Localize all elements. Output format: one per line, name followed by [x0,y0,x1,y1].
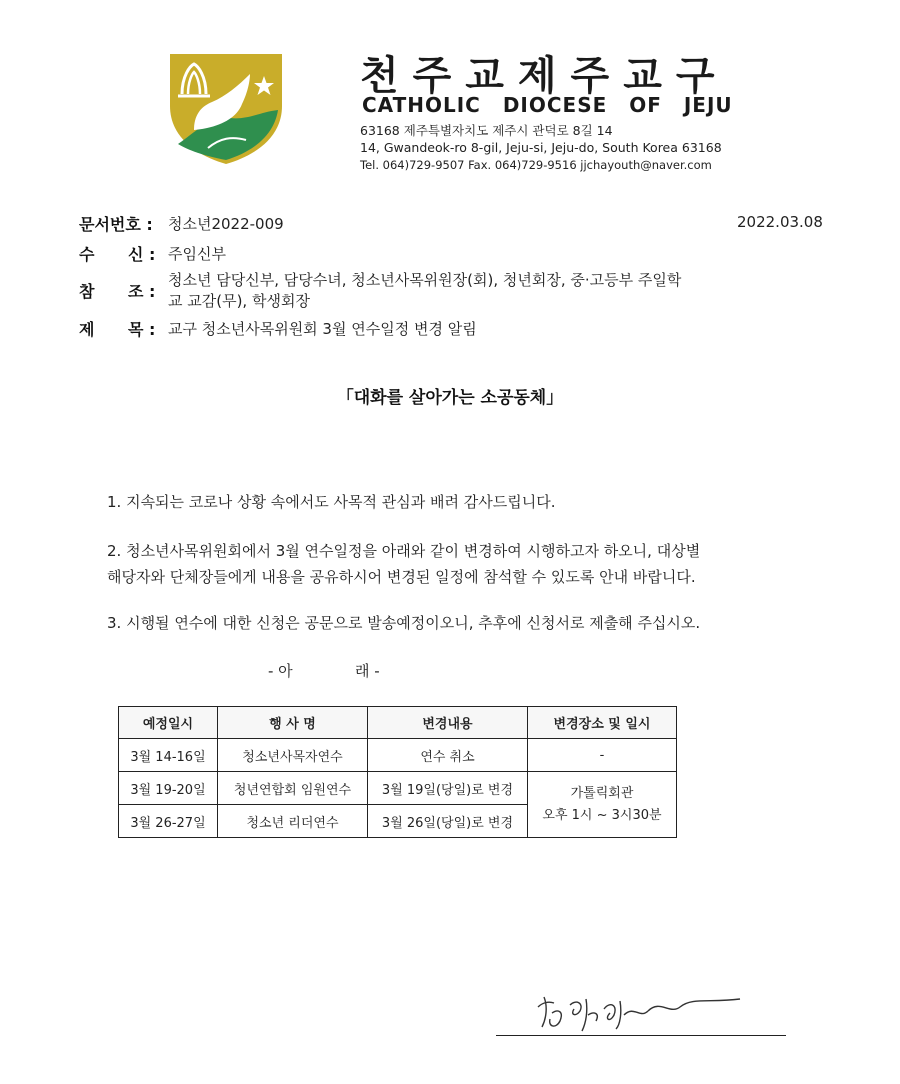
header-change: 변경내용 [368,707,528,739]
doc-number-label: 문서번호 : [79,215,153,234]
contact-info: Tel. 064)729-9507 Fax. 064)729-9516 jjchayouth@naver.com [360,158,712,172]
paragraph-3: 3. 시행될 연수에 대한 신청은 공문으로 발송예정이오니, 추후에 신청서로 제출해 주십시오. [107,614,701,632]
address-english: 14, Gwandeok-ro 8-gil, Jeju-si, Jeju-do, South Korea 63168 [360,140,722,155]
recipient: 주임신부 [168,245,226,263]
below-marker-left: - 아 [268,662,293,680]
cell-date: 3월 26-27일 [119,805,218,838]
reference-line-1: 청소년 담당신부, 담당수녀, 청소년사목위원장(회), 청년회장, 중·고등부 주일학 [168,271,682,289]
cell-event: 청소년사목자연수 [218,739,368,772]
table-row [119,739,677,772]
paragraph-2-line-2: 해당자와 단체장들에게 내용을 공유하시어 변경된 일정에 참석할 수 있도록 안내 바랍니다. [107,568,696,586]
paragraph-2-line-1: 2. 청소년사목위원회에서 3월 연수일정을 아래와 같이 변경하여 시행하고자 하오니, 대상별 [107,542,701,560]
subject-label-a: 제 [79,320,95,339]
schedule-table [118,706,677,838]
below-marker-right: 래 - [355,662,380,680]
diocese-shield-logo [168,52,284,166]
reference-line-2: 교 교감(무), 학생회장 [168,292,310,310]
cell-date: 3월 19-20일 [119,772,218,805]
doc-date: 2022.03.08 [737,213,823,231]
recipient-label-a: 수 [79,245,95,264]
cell-change: 3월 26일(당일)로 변경 [368,805,528,838]
cell-event: 청년연합회 임원연수 [218,772,368,805]
paragraph-2 [107,538,787,590]
reference-label-b: 조 : [128,282,156,301]
slogan: 「대화를 살아가는 소공동체」 [336,388,564,408]
table-row [119,772,677,805]
merged-time: 오후 1시 ~ 3시30분 [542,807,662,823]
cell-place-time: - [528,739,677,772]
table-header-row [119,707,677,739]
header-event: 행 사 명 [218,707,368,739]
header-place-time: 변경장소 및 일시 [528,707,677,739]
org-name-english: CATHOLIC DIOCESE OF JEJU [362,93,733,117]
reference-label-a: 참 [79,282,95,301]
handwritten-signature [530,985,745,1035]
cell-event: 청소년 리더연수 [218,805,368,838]
address-korean: 63168 제주특별자치도 제주시 관덕로 8길 14 [360,123,613,138]
subject-label-b: 목 : [128,320,156,339]
signature-line [496,1035,786,1036]
paragraph-1: 1. 지속되는 코로나 상황 속에서도 사목적 관심과 배려 감사드립니다. [107,493,556,511]
cell-change: 3월 19일(당일)로 변경 [368,772,528,805]
cell-date: 3월 14-16일 [119,739,218,772]
cell-change: 연수 취소 [368,739,528,772]
doc-number: 청소년2022-009 [168,215,284,233]
cell-place-time-merged [528,772,677,838]
subject: 교구 청소년사목위원회 3월 연수일정 변경 알림 [168,320,477,338]
recipient-label-b: 신 : [128,245,156,264]
header-date: 예정일시 [119,707,218,739]
merged-place: 가톨릭회관 [570,785,634,801]
org-name-korean: 천주교제주교구 [360,53,729,99]
